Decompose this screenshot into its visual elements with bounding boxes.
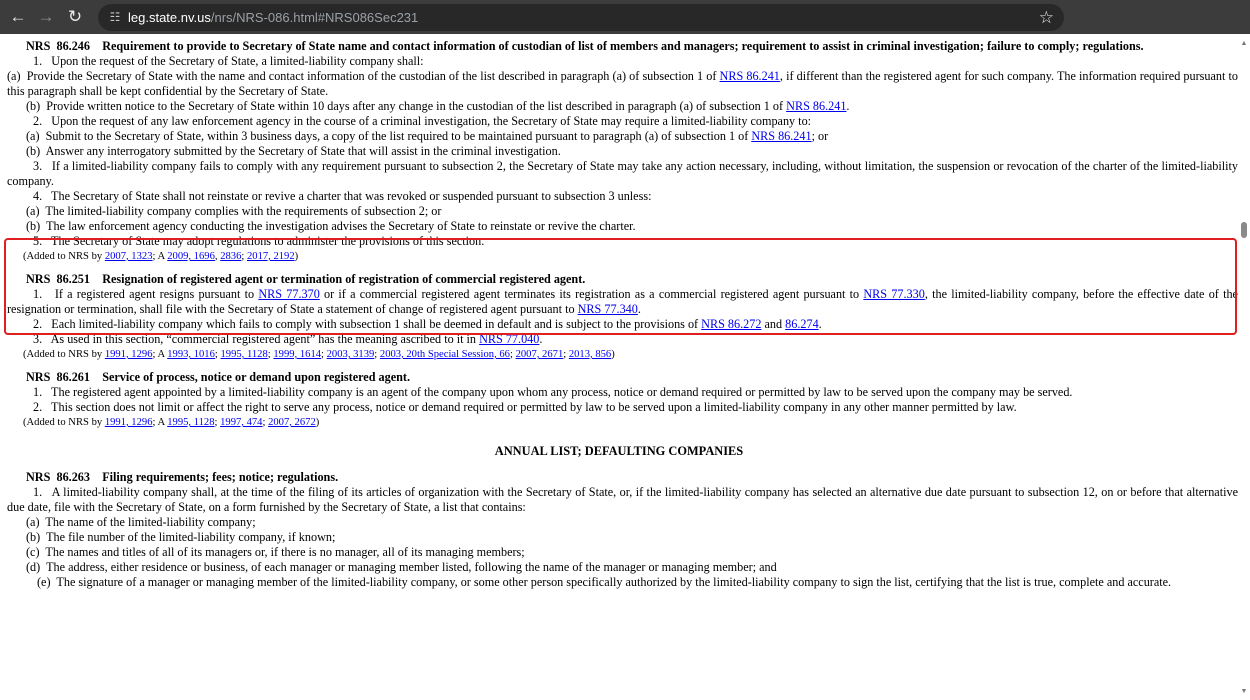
link-nrs-86-274[interactable]: 86.274	[785, 317, 819, 331]
bookmark-star-icon[interactable]: ☆	[1038, 8, 1054, 27]
paragraph-a	[0, 129, 1238, 144]
text: ; or	[811, 129, 829, 143]
legislative-history	[0, 415, 1238, 430]
url-text[interactable]	[128, 4, 418, 31]
subsection-5: 5. The Secretary of State may adopt regulations to administer the provisions of this section.	[33, 234, 485, 248]
section-title: Filing requirements; fees; notice; regulations.	[102, 470, 339, 484]
section-number: NRS 86.261	[26, 370, 103, 384]
forward-arrow-icon[interactable]: →	[37, 7, 55, 26]
section-heading	[0, 272, 1238, 287]
url-path: /nrs/NRS-086.html#NRS086Sec231	[210, 10, 419, 25]
history-link[interactable]: 1993, 1016	[167, 349, 215, 360]
text: (a) Provide the Secretary of State with the name and contact information of the custodian of the list described in paragraph (a) of subsection 1 of	[7, 69, 720, 83]
subsection-1: 1. Upon the request of the Secretary of State, a limited-liability company shall:	[33, 54, 424, 68]
section-nrs-86-246	[0, 39, 1238, 264]
history-link[interactable]: 1991, 1296	[104, 349, 153, 360]
subsection-1: 1. The registered agent appointed by a limited-liability company is an agent of the company upon whom any process, notice or demand required or permitted by law to be served upon the company may be served.	[33, 385, 1073, 399]
paragraph-b: (b) The file number of the limited-liability company, if known;	[26, 530, 336, 544]
text: (a) Submit to the Secretary of State, within 3 business days, a copy of the list required to be maintained pursuant to paragraph (a) of subsection 1 of	[26, 129, 752, 143]
history-link[interactable]: 2013, 856	[568, 349, 612, 360]
back-arrow-icon[interactable]: ←	[9, 7, 27, 26]
text: , if different than the registered agent for such company. The information required pursuant to this paragraph shall be kept confidential by the Secretary of State.	[7, 69, 1238, 98]
subsection-1	[0, 287, 1238, 317]
text: and	[761, 317, 786, 331]
section-heading	[0, 470, 1238, 485]
history-link[interactable]: 2007, 1323	[104, 251, 153, 262]
section-number: NRS 86.263	[26, 470, 103, 484]
text: )	[315, 417, 320, 428]
paragraph-a	[0, 69, 1238, 99]
scroll-up-arrow-icon[interactable]: ▲	[1240, 39, 1248, 47]
address-bar[interactable]	[98, 4, 1064, 31]
browser-toolbar	[0, 0, 1250, 34]
history-link[interactable]: 1995, 1128	[220, 349, 268, 360]
link-nrs-86-241[interactable]: NRS 86.241	[751, 129, 812, 143]
text: )	[294, 251, 299, 262]
paragraph-c: (c) The names and titles of all of its managers or, if there is no manager, all of its managing members;	[26, 545, 525, 559]
text: ;	[262, 417, 269, 428]
history-link[interactable]: 2017, 2192	[246, 251, 295, 262]
paragraph-b	[0, 99, 1238, 114]
text: ; A	[152, 251, 168, 262]
section-number: NRS 86.251	[26, 272, 103, 286]
history-link[interactable]: 1997, 474	[220, 417, 263, 428]
legislative-history	[0, 347, 1238, 362]
section-nrs-86-263	[0, 470, 1238, 590]
section-heading	[0, 39, 1238, 54]
section-title: Requirement to provide to Secretary of State name and contact information of custodian of list of members and managers; requirement to assist in criminal investigation; failure to comply; regulations.	[102, 39, 1144, 53]
section-number: NRS 86.246	[26, 39, 103, 53]
subsection-4: 4. The Secretary of State shall not reinstate or revive a charter that was revoked or suspended pursuant to subsection 3 unless:	[33, 189, 652, 203]
link-nrs-86-241[interactable]: NRS 86.241	[786, 99, 847, 113]
paragraph-d: (d) The address, either residence or business, of each manager or managing member listed, following the name of the manager or managing member; and	[26, 560, 777, 574]
text: .	[818, 317, 822, 331]
text: or if a commercial registered agent terminates its registration as a commercial registered agent pursuant to	[319, 287, 864, 301]
history-link[interactable]: 1991, 1296	[104, 417, 153, 428]
subsection-3: 3. If a limited-liability company fails to comply with any requirement pursuant to subsection 2, the Secretary of State may take any action necessary, including, without limitation, the suspension or revocation of the charter of the limited-liability company.	[7, 159, 1238, 188]
text: .	[637, 302, 641, 316]
scroll-down-arrow-icon[interactable]: ▼	[1240, 687, 1248, 695]
text: ;	[374, 349, 380, 360]
text: ;	[509, 349, 516, 360]
text: ;	[267, 349, 274, 360]
scrollbar-thumb[interactable]	[1241, 222, 1247, 238]
subsection-2: 2. Upon the request of any law enforcement agency in the course of a criminal investigation, the Secretary of State may require a limited-liability company to:	[33, 114, 812, 128]
paragraph-b: (b) The law enforcement agency conducting the investigation advises the Secretary of State to reinstate or revive the charter.	[26, 219, 636, 233]
history-link[interactable]: 2003, 3139	[326, 349, 375, 360]
text: )	[611, 349, 615, 360]
document-page	[0, 34, 1238, 700]
text: (Added to NRS by	[23, 349, 105, 360]
paragraph-a: (a) The limited-liability company complies with the requirements of subsection 2; or	[26, 204, 442, 218]
text: .	[846, 99, 850, 113]
history-link[interactable]: 2836	[220, 251, 242, 262]
url-host: leg.state.nv.us	[128, 10, 211, 25]
text: ;	[321, 349, 327, 360]
link-nrs-86-272[interactable]: NRS 86.272	[701, 317, 762, 331]
legislative-history: (Added to NRS by 2007, 1323; A 2009, 1696, 2836; 2017, 2192)	[23, 251, 299, 262]
text: 3. As used in this section, “commercial registered agent” has the meaning ascribed to it in	[33, 332, 480, 346]
history-link[interactable]: 2007, 2672	[268, 417, 316, 428]
text: .	[539, 332, 543, 346]
chapter-subheading: ANNUAL LIST; DEFAULTING COMPANIES	[494, 444, 744, 458]
vertical-scrollbar[interactable]	[1238, 34, 1250, 700]
reload-icon[interactable]: ↻	[67, 7, 83, 26]
section-heading	[0, 370, 1238, 385]
section-title: Service of process, notice or demand upon registered agent.	[102, 370, 411, 384]
subsection-2	[0, 317, 1238, 332]
paragraph-b: (b) Answer any interrogatory submitted by the Secretary of State that will assist in the criminal investigation.	[26, 144, 561, 158]
history-link[interactable]: 2003, 20th Special Session, 66	[379, 349, 510, 360]
link-nrs-77-340[interactable]: NRS 77.340	[577, 302, 638, 316]
paragraph-a: (a) The name of the limited-liability company;	[26, 515, 256, 529]
text: ; A	[152, 349, 168, 360]
subsection-2: 2. This section does not limit or affect the right to serve any process, notice or demand required or permitted by law to be served upon a limited-liability company in any other manner permitted by law.	[33, 400, 1017, 414]
text: (b) Provide written notice to the Secretary of State within 10 days after any change in the custodian of the list described in paragraph (a) of subsection 1 of	[26, 99, 787, 113]
text: ; A	[152, 417, 168, 428]
section-nrs-86-261	[0, 370, 1238, 430]
text: ;	[563, 349, 569, 360]
section-title: Resignation of registered agent or termination of registration of commercial registered agent.	[102, 272, 586, 286]
text: 1. If a registered agent resigns pursuant to	[33, 287, 259, 301]
link-nrs-77-330[interactable]: NRS 77.330	[863, 287, 925, 301]
site-info-icon[interactable]: ☷	[109, 10, 121, 24]
link-nrs-77-040[interactable]: NRS 77.040	[479, 332, 540, 346]
history-link[interactable]: 1999, 1614	[273, 349, 322, 360]
text: 2. Each limited-liability company which fails to comply with subsection 1 shall be deemed in default and is subject to the provisions of	[33, 317, 702, 331]
link-nrs-86-241[interactable]: NRS 86.241	[719, 69, 780, 83]
subsection-3	[0, 332, 1238, 347]
text: ;	[214, 417, 221, 428]
subsection-1: 1. A limited-liability company shall, at the time of the filing of its articles of organization with the Secretary of State, or, if the limited-liability company has selected an alternative due date pursuant to subsection 12, on or before that alternative due date, file with the Secretary of State, on a form furnished by the Secretary of State, a list that contains:	[7, 485, 1238, 514]
history-link[interactable]: 1995, 1128	[167, 417, 215, 428]
history-link[interactable]: 2007, 2671	[515, 349, 564, 360]
text: (Added to NRS by	[23, 417, 105, 428]
text: (Added to NRS by	[23, 251, 105, 262]
text: ;	[214, 349, 221, 360]
paragraph-e: (e) The signature of a manager or managing member of the limited-liability company, or some other person specifically authorized by the limited-liability company to sign the list, certifying that the list is true, complete and accurate.	[37, 575, 1172, 589]
link-nrs-77-370[interactable]: NRS 77.370	[258, 287, 320, 301]
section-nrs-86-251	[0, 272, 1238, 362]
history-link[interactable]: 2009, 1696	[167, 251, 215, 262]
text: , the limited-liability company, before the effective date of the resignation or termination, shall file with the Secretary of State a statement of change of registered agent pursuant to	[7, 287, 1238, 316]
